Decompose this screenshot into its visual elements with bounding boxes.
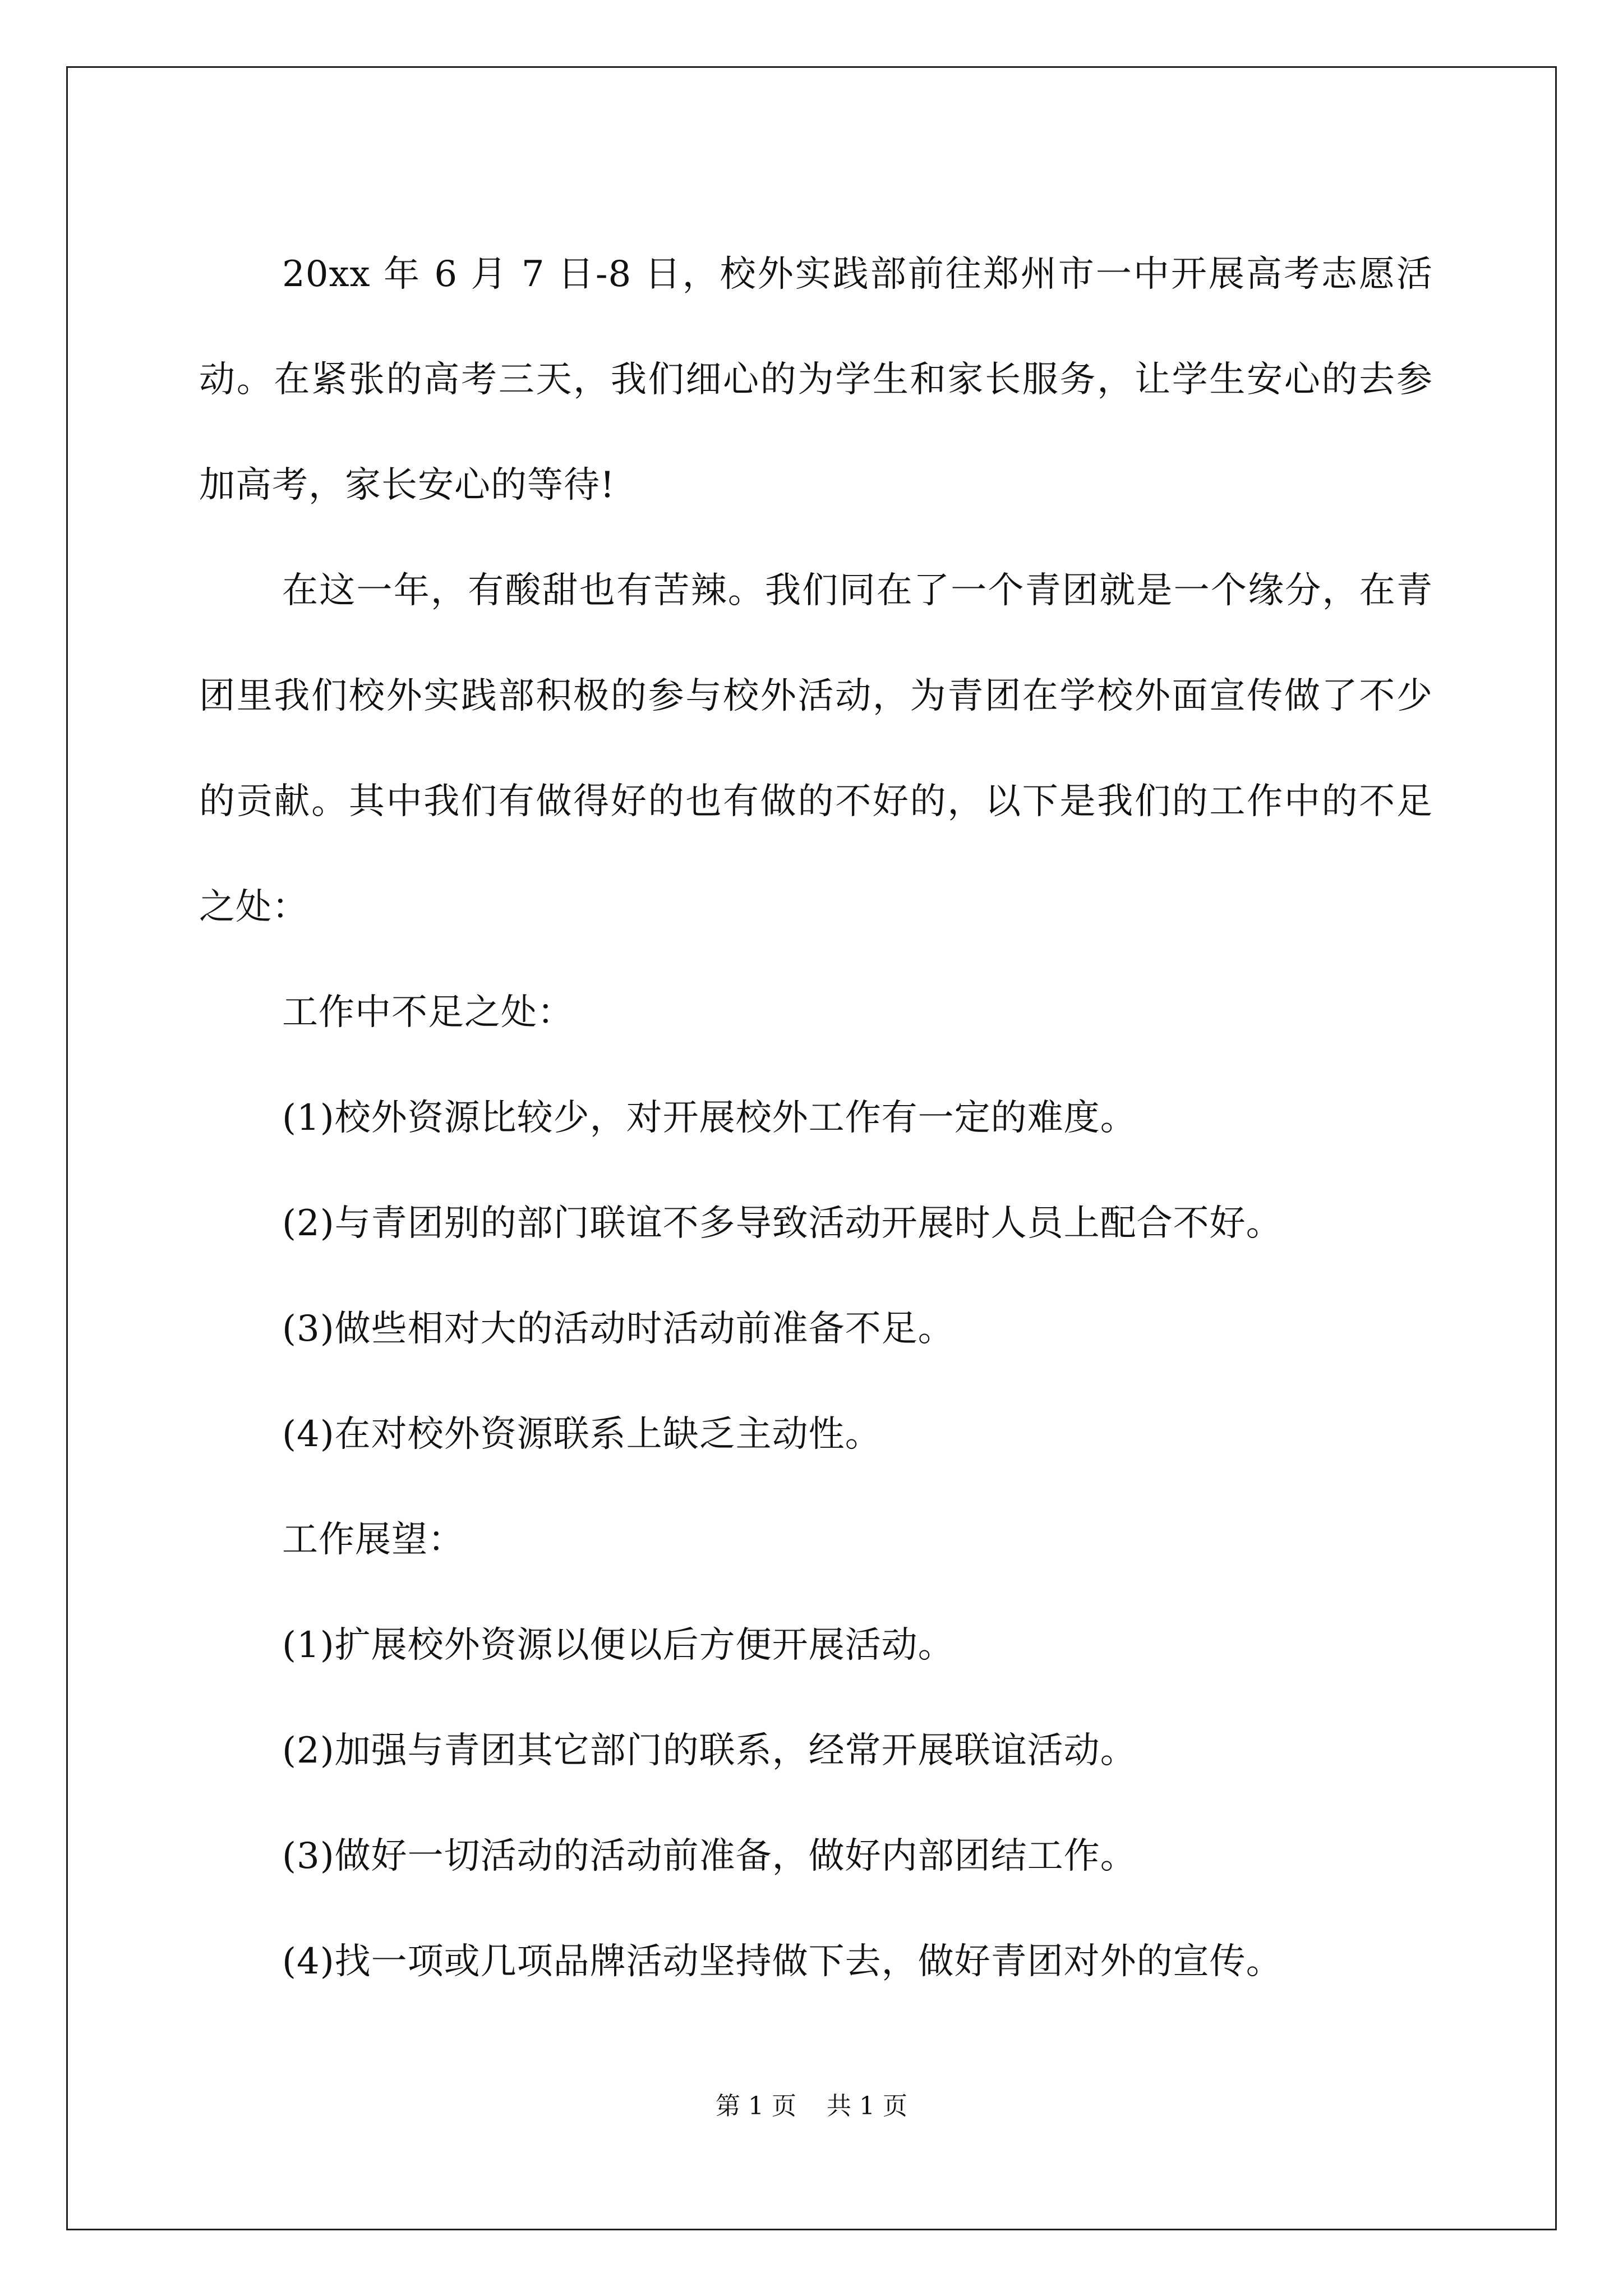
list-item: (1)扩展校外资源以便以后方便开展活动。 <box>282 1625 955 1666</box>
paragraph: 在这一年，有酸甜也有苦辣。我们同在了一个青团就是一个缘分，在青团里我们校外实践部积极的参与校外活动，为青团在学校外面宣传做了不少的贡献。其中我们有做得好的也有做的不好的，以下是我们的工作中的不足之处： <box>199 570 1433 928</box>
list-item: (3)做好一切活动的活动前准备，做好内部团结工作。 <box>282 1835 1137 1877</box>
paragraph: 20xx 年 6 月 7 日-8 日，校外实践部前往郑州市一中开展高考志愿活动。在紧张的高考三天，我们细心的为学生和家长服务，让学生安心的去参加高考，家长安心的等待! <box>199 254 1433 506</box>
section-heading: 工作展望： <box>282 1519 464 1561</box>
list-item: (4)找一项或几项品牌活动坚持做下去，做好青团对外的宣传。 <box>282 1941 1283 1982</box>
page-footer <box>0 2090 1623 2123</box>
page-total: 共 1 页 <box>827 2092 907 2120</box>
section-heading: 工作中不足之处： <box>282 992 574 1033</box>
page-number: 第 1 页 <box>716 2092 796 2120</box>
list-item: (4)在对校外资源联系上缺乏主动性。 <box>282 1414 882 1455</box>
document-body <box>199 222 1433 2014</box>
list-item: (2)加强与青团其它部门的联系，经常开展联谊活动。 <box>282 1730 1137 1772</box>
list-item: (3)做些相对大的活动时活动前准备不足。 <box>282 1308 955 1350</box>
list-item: (2)与青团别的部门联谊不多导致活动开展时人员上配合不好。 <box>282 1203 1283 1244</box>
list-item: (1)校外资源比较少，对开展校外工作有一定的难度。 <box>282 1097 1137 1139</box>
